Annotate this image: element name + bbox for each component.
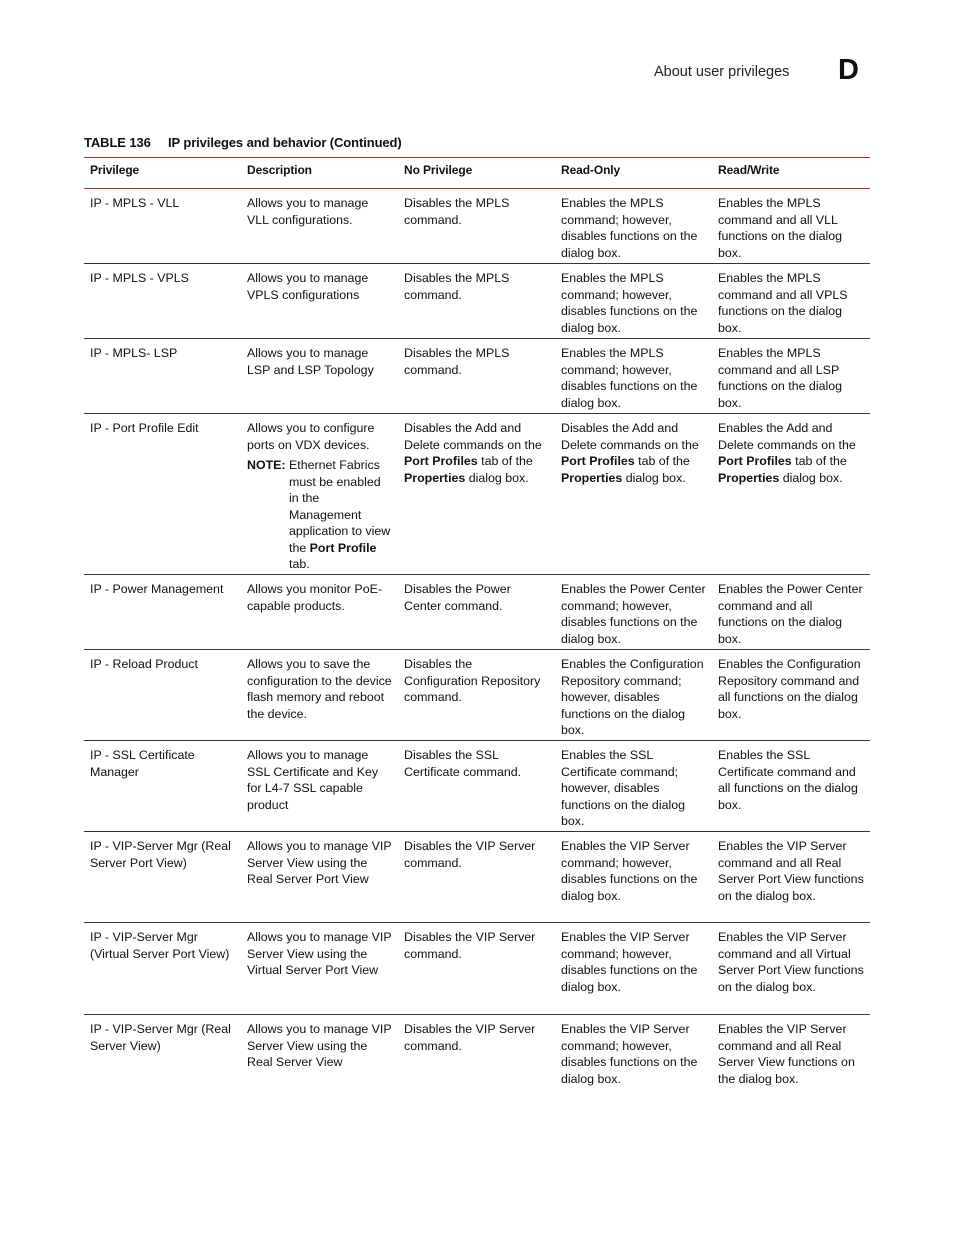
keyword-port-profiles: Port Profiles — [404, 454, 478, 468]
column-header-read-only: Read-Only — [561, 163, 621, 177]
table-row — [84, 923, 870, 1015]
keyword-port-profiles: Port Profiles — [561, 454, 635, 468]
keyword-properties: Properties — [561, 470, 623, 485]
text-part: tab of the — [634, 454, 690, 468]
running-header-title: About user privileges — [654, 64, 790, 80]
table-title: IP privileges and behavior (Continued) — [168, 135, 402, 150]
read-only-cell: Enables the SSL Certificate command; however, disables functions on the dialog box. — [561, 748, 685, 828]
note-end: tab. — [289, 557, 310, 571]
read-only-cell: Enables the MPLS command; however, disables functions on the dialog box. — [561, 346, 698, 410]
description-cell: Allows you to manage VPLS configurations — [247, 271, 369, 302]
no-privilege-cell: Disables the MPLS command. — [404, 271, 510, 302]
read-only-cell: Enables the Configuration Repository command; however, disables functions on the dialog box. — [561, 657, 704, 737]
privilege-cell: IP - MPLS- LSP — [90, 346, 178, 360]
text-part: Disables the Add and Delete commands on the — [561, 421, 699, 452]
description-cell: Allows you to manage VLL configurations. — [247, 196, 369, 227]
keyword-port-profiles: Port Profiles — [718, 454, 792, 468]
description-cell: Allows you to manage LSP and LSP Topology — [247, 346, 374, 377]
text-part: tab of the — [477, 454, 533, 468]
text-part: Enables the Add and Delete commands on the — [718, 421, 856, 452]
description-text: Allows you to configure ports on VDX devices. — [247, 421, 375, 452]
description-cell: Allows you to manage VIP Server View using the Virtual Server Port View — [247, 930, 392, 977]
description-cell — [241, 414, 398, 574]
table-caption — [84, 135, 402, 150]
privilege-cell: IP - VIP-Server Mgr (Real Server Port View) — [90, 839, 231, 870]
privilege-cell: IP - SSL Certificate Manager — [90, 748, 195, 779]
privilege-cell: IP - Reload Product — [90, 657, 198, 671]
no-privilege-cell: Disables the VIP Server command. — [404, 839, 536, 870]
privilege-cell: IP - VIP-Server Mgr (Real Server View) — [90, 1022, 231, 1053]
no-privilege-cell — [398, 414, 555, 574]
no-privilege-cell: Disables the MPLS command. — [404, 196, 510, 227]
column-header-privilege: Privilege — [90, 163, 140, 177]
read-write-cell — [712, 414, 870, 574]
description-cell: Allows you monitor PoE-capable products. — [247, 582, 382, 613]
read-write-cell: Enables the MPLS command and all LSP functions on the dialog box. — [718, 346, 842, 410]
note-body: Ethernet Fabrics must be enabled in the Management application to view the — [289, 458, 391, 555]
note-keyword: Port Profile — [309, 540, 377, 555]
read-write-cell: Enables the Configuration Repository command and all functions on the dialog box. — [718, 657, 861, 721]
privilege-cell: IP - Power Management — [90, 582, 224, 596]
no-privilege-cell: Disables the Configuration Repository command. — [404, 657, 541, 704]
table-number: TABLE 136 — [84, 135, 151, 150]
read-write-cell: Enables the Power Center command and all functions on the dialog box. — [718, 582, 863, 646]
privilege-cell: IP - MPLS - VPLS — [90, 271, 189, 285]
read-write-cell: Enables the MPLS command and all VPLS functions on the dialog box. — [718, 271, 848, 335]
text-part: Disables the Add and Delete commands on the — [404, 421, 542, 452]
privilege-cell: IP - Port Profile Edit — [90, 421, 199, 435]
no-privilege-cell: Disables the SSL Certificate command. — [404, 748, 522, 779]
column-header-no-privilege: No Privilege — [404, 163, 473, 177]
text-part: dialog box. — [465, 470, 529, 485]
read-only-cell: Enables the VIP Server command; however, disables functions on the dialog box. — [561, 839, 698, 903]
no-privilege-cell: Disables the Power Center command. — [404, 582, 511, 613]
table-row — [84, 1015, 870, 1095]
read-only-cell: Enables the Power Center command; however, disables functions on the dialog box. — [561, 582, 706, 646]
description-cell: Allows you to manage VIP Server View using the Real Server Port View — [247, 839, 392, 886]
column-header-description: Description — [247, 163, 312, 177]
table-row — [84, 741, 870, 832]
description-cell: Allows you to manage VIP Server View using the Real Server View — [247, 1022, 392, 1069]
table-row — [84, 264, 870, 339]
read-write-cell: Enables the VIP Server command and all Real Server Port View functions on the dialog box. — [718, 839, 864, 903]
table-header-row — [84, 158, 870, 189]
text-part: tab of the — [791, 454, 847, 468]
read-write-cell: Enables the VIP Server command and all Real Server View functions on the dialog box. — [718, 1022, 855, 1086]
read-write-cell: Enables the SSL Certificate command and all functions on the dialog box. — [718, 748, 858, 812]
note-text — [289, 457, 392, 573]
note-block — [247, 457, 392, 573]
privilege-cell: IP - VIP-Server Mgr (Virtual Server Port View) — [90, 930, 230, 961]
column-header-read-write: Read/Write — [718, 163, 780, 177]
table-row — [84, 189, 870, 264]
table-row — [84, 414, 870, 575]
privileges-table — [84, 157, 870, 1095]
description-cell: Allows you to save the configuration to the device flash memory and reboot the device. — [247, 657, 392, 721]
description-cell: Allows you to manage SSL Certificate and Key for L4-7 SSL capable product — [247, 748, 379, 812]
no-privilege-cell: Disables the MPLS command. — [404, 346, 510, 377]
read-only-cell: Enables the MPLS command; however, disables functions on the dialog box. — [561, 196, 698, 260]
note-label: NOTE: — [247, 458, 286, 472]
read-only-cell: Enables the VIP Server command; however, disables functions on the dialog box. — [561, 1022, 698, 1086]
read-only-cell: Enables the MPLS command; however, disables functions on the dialog box. — [561, 271, 698, 335]
keyword-properties: Properties — [404, 470, 466, 485]
table-row — [84, 575, 870, 650]
table-row — [84, 339, 870, 414]
appendix-letter: D — [838, 54, 859, 86]
no-privilege-cell: Disables the VIP Server command. — [404, 1022, 536, 1053]
text-part: dialog box. — [622, 470, 686, 485]
read-write-cell: Enables the VIP Server command and all Virtual Server Port View functions on the dialog box. — [718, 930, 864, 994]
text-part: dialog box. — [779, 470, 843, 485]
table-row — [84, 650, 870, 741]
read-only-cell: Enables the VIP Server command; however, disables functions on the dialog box. — [561, 930, 698, 994]
read-write-cell: Enables the MPLS command and all VLL functions on the dialog box. — [718, 196, 842, 260]
privilege-cell: IP - MPLS - VLL — [90, 196, 180, 210]
keyword-properties: Properties — [718, 470, 780, 485]
no-privilege-cell: Disables the VIP Server command. — [404, 930, 536, 961]
table-row — [84, 832, 870, 923]
read-only-cell — [555, 414, 712, 574]
